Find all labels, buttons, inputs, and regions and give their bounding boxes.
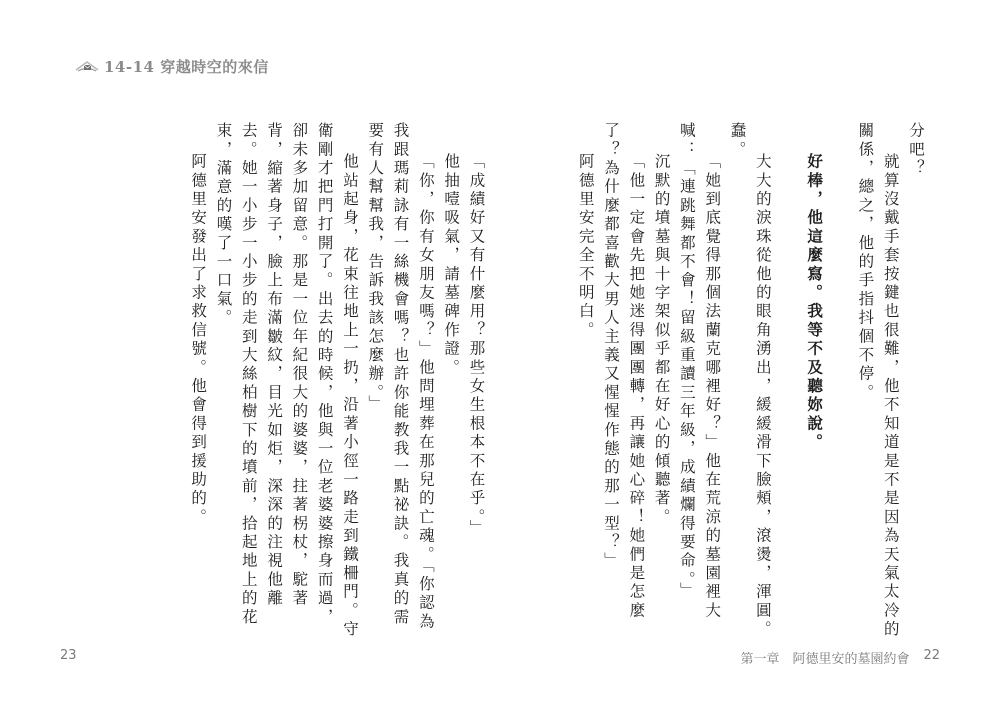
paragraph-gap [488, 122, 516, 132]
paragraph: 「成績好又有什麼用？那些女生根本不在乎。」 [467, 153, 486, 538]
right-footer [740, 648, 940, 667]
paragraph-gap [544, 122, 572, 132]
header-title: 14-14 穿越時空的來信 [104, 57, 269, 76]
paragraph: 「你，你有女朋友嗎？」他問埋葬在那兒的亡魂。「你認為我跟瑪莉詠有一絲機會嗎？也許你能教我一點祕訣。我真的需要有人幫幫我，告訴我該怎麼辦。」 [366, 122, 435, 632]
paragraph: 他站起身，花束往地上一扔，沿著小徑一路走到鐵柵門。守衛剛才把門打開了。出去的時候，他與一位老婆婆擦身而過，卻未多加留意。那是一位年紀很大的婆婆，拄著柺杖，駝著背，縮著身子，臉上布滿皺紋，目光如炬，深深的注視他離去。她一小步一小步的走到大絲柏樹下的墳前，拾起地上的花束，滿意的嘆了一口氣。 [214, 122, 359, 640]
running-header [74, 54, 269, 78]
paragraph-gap [826, 122, 852, 132]
paragraph: 分吧？ [907, 122, 925, 179]
paragraph: 沉默的墳墓與十字架似乎都在好心的傾聽著。 [652, 153, 671, 527]
left-page-number: 23 [60, 648, 77, 663]
paragraph: 他抽噎吸氣，請墓碑作證。 [442, 153, 461, 378]
paragraph-gap [516, 122, 544, 132]
paragraph: 大大的淚珠從他的眼角湧出，緩緩滑下臉頰，滾燙，渾圓。蠢。 [728, 122, 772, 640]
paragraph: 阿德里安發出了求救信號。他會得到援助的。 [189, 153, 208, 527]
book-mail-icon [74, 56, 100, 76]
vertical-body-text [185, 122, 928, 642]
paragraph-gap [775, 122, 801, 132]
paragraph: 阿德里安完全不明白。 [576, 153, 595, 340]
paragraph-emphasis: 好棒，他這麼寫。我等不及聽妳說。 [805, 153, 824, 453]
paragraph: 就算沒戴手套按鍵也很難，他不知道是不是因為天氣太冷的關係，總之，他的手指抖個不停。 [856, 122, 900, 640]
chapter-title: 第一章 阿德里安的墓園約會 [740, 652, 910, 667]
paragraph: 「她到底覺得那個法蘭克哪裡好？」他在荒涼的墓園裡大喊：「連跳舞都不會！留級重讀三年級，成績爛得要命。」 [677, 122, 722, 621]
paragraph: 「他一定會先把她迷得團團轉，再讓她心碎！她們是怎麼了？為什麼都喜歡大男人主義又惺惺作態的那一型？」 [602, 122, 646, 621]
right-page-number: 22 [923, 648, 940, 663]
